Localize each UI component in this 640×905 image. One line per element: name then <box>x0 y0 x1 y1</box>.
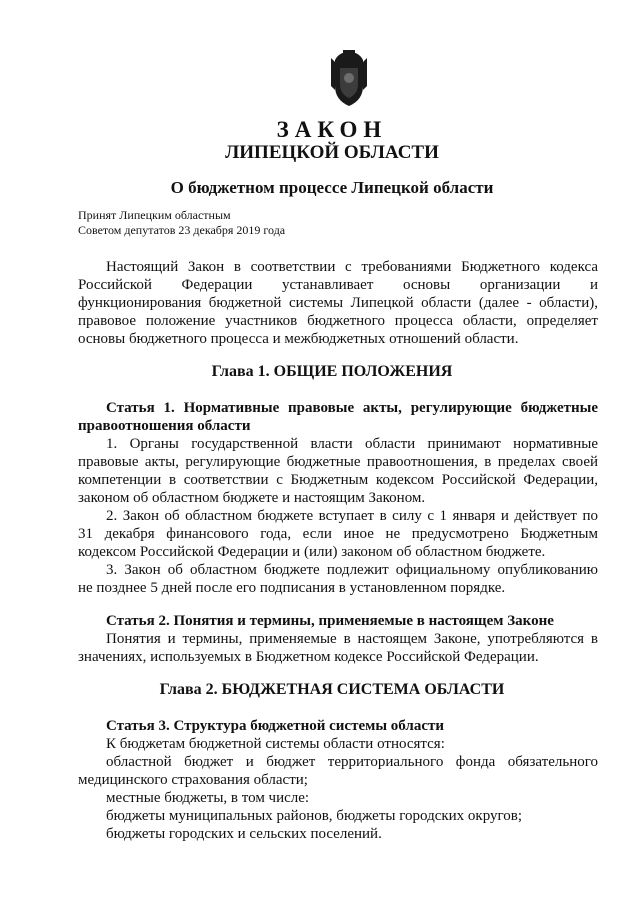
article-3-text-line: медицинского страхования области; <box>78 772 308 788</box>
article-1-text-line: 31 декабря финансового года, если иное не предусмотрено Бюджетным <box>78 526 598 542</box>
law-subject: О бюджетном процессе Липецкой области <box>170 178 494 197</box>
article-1-text-line: компетенции в соответствии с Бюджетным кодексом Российской Федерации, <box>78 472 598 488</box>
preamble-line: Российской Федерации устанавливает основы организации и <box>78 277 598 293</box>
article-1-text-line: не позднее 5 дней после его подписания в установленном порядке. <box>78 580 506 596</box>
article-3-text-line: местные бюджеты, в том числе: <box>106 790 310 806</box>
adoption-line-2: Советом депутатов 23 декабря 2019 года <box>78 223 286 237</box>
article-3-title: Статья 3. Структура бюджетной системы области <box>106 718 445 734</box>
article-3-text-line: бюджеты муниципальных районов, бюджеты городских округов; <box>106 808 523 824</box>
article-1-text-line: законом об областном бюджете и настоящим Законом. <box>78 490 426 506</box>
adoption-line-1: Принят Липецким областным <box>78 208 231 222</box>
article-2-title: Статья 2. Понятия и термины, применяемые в настоящем Законе <box>106 613 554 629</box>
article-3-text-line: областной бюджет и бюджет территориального фонда обязательного <box>106 754 598 770</box>
article-2-text-line: значениях, используемых в Бюджетном кодексе Российской Федерации. <box>78 649 539 665</box>
chapter-2-title: Глава 2. БЮДЖЕТНАЯ СИСТЕМА ОБЛАСТИ <box>159 681 505 698</box>
chapter-1-title: Глава 1. ОБЩИЕ ПОЛОЖЕНИЯ <box>211 363 453 380</box>
article-1-text-line: кодексом Российской Федерации и (или) законом об областном бюджете. <box>78 544 546 560</box>
coat-of-arms-icon <box>325 50 373 108</box>
article-1-title-cont: правоотношения области <box>78 418 251 434</box>
article-3-text-line: К бюджетам бюджетной системы области относятся: <box>106 736 445 752</box>
article-3-text-line: бюджеты городских и сельских поселений. <box>106 826 382 842</box>
article-1-text-line: 1. Органы государственной власти области принимают нормативные <box>106 436 598 452</box>
article-2-text-line: Понятия и термины, применяемые в настоящем Законе, употребляются в <box>106 631 598 647</box>
article-1-text-line: 2. Закон об областном бюджете вступает в силу с 1 января и действует по <box>106 508 598 524</box>
article-1-text-line: 3. Закон об областном бюджете подлежит официальному опубликованию <box>106 562 598 578</box>
preamble-line: правовое положение участников бюджетного процесса области, определяет <box>78 313 598 329</box>
article-1-title: Статья 1. Нормативные правовые акты, регулирующие бюджетные <box>106 400 598 416</box>
preamble-line: функционирования бюджетной системы Липецкой области (далее - области), <box>78 295 598 311</box>
law-title: ЗАКОН <box>276 117 388 142</box>
law-region: ЛИПЕЦКОЙ ОБЛАСТИ <box>225 142 439 163</box>
preamble-line: Настоящий Закон в соответствии с требованиями Бюджетного кодекса <box>106 259 598 275</box>
preamble-line: основы бюджетного процесса и межбюджетных отношений области. <box>78 331 519 347</box>
article-1-text-line: правовые акты, регулирующие бюджетные правоотношения, в пределах своей <box>78 454 598 470</box>
